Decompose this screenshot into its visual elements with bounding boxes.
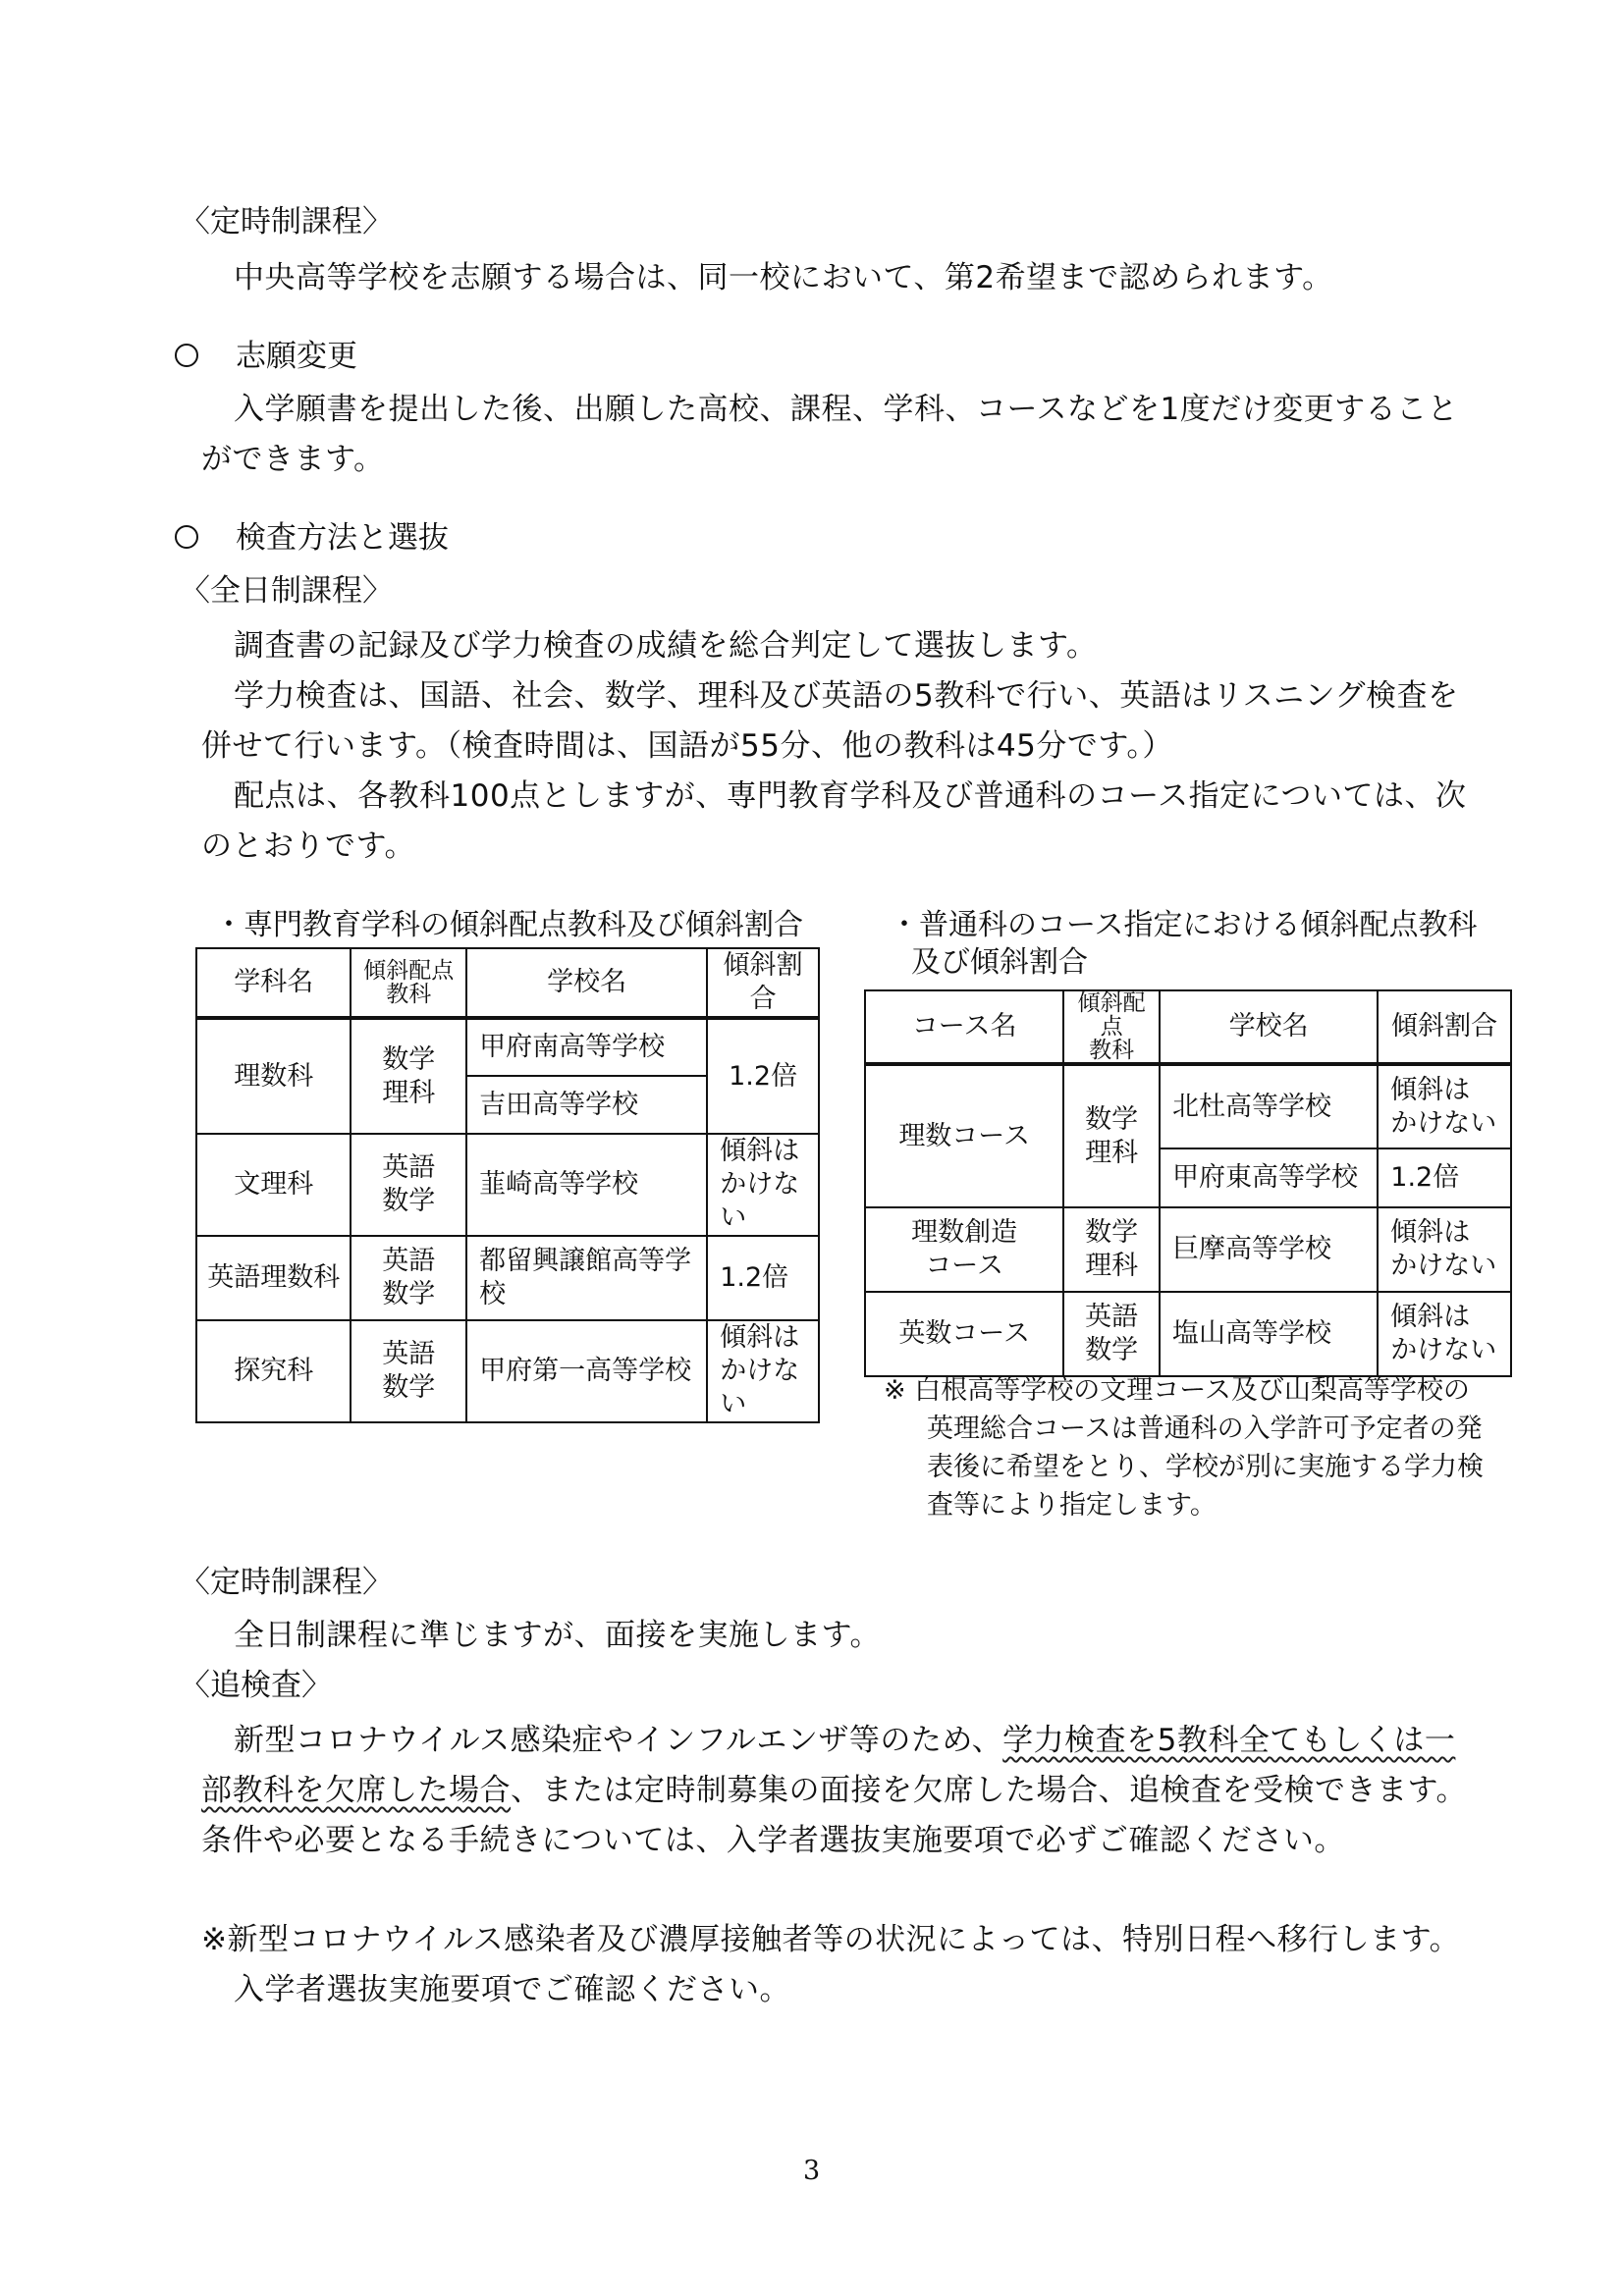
kensa-p3-line1: 配点は、各教科100点としますが、専門教育学科及び普通科のコース指定については、次 <box>234 778 1467 814</box>
table-row <box>196 1134 819 1236</box>
teiji-text-2: 全日制課程に準じますが、面接を実施します。 <box>234 1618 882 1653</box>
table-row <box>196 1236 819 1320</box>
school-cell: 甲府東高等学校 <box>1160 1148 1378 1207</box>
school-cell: 甲府南高等学校 <box>466 1018 707 1076</box>
table-row <box>865 1207 1511 1292</box>
tsuikensa-line2: 部教科を欠席した場合、または定時制募集の面接を欠席した場合、追検査を受検できます。 <box>201 1773 1468 1808</box>
header-course: コース名 <box>865 990 1063 1064</box>
header-ratio: 傾斜割合 <box>1378 990 1511 1064</box>
school-cell: 北杜高等学校 <box>1160 1064 1378 1148</box>
circle-bullet-icon <box>175 344 198 367</box>
school-cell: 都留興譲館高等学校 <box>466 1236 707 1320</box>
course-cell: 理数創造 コース <box>865 1207 1063 1292</box>
header-school: 学校名 <box>466 948 707 1018</box>
table-row <box>196 1018 819 1076</box>
teiji-heading-1: 〈定時制課程〉 <box>180 204 393 240</box>
subjects-cell: 英語 数学 <box>351 1320 466 1422</box>
header-dept: 学科名 <box>196 948 351 1018</box>
ratio-cell: 1.2倍 <box>1378 1148 1511 1207</box>
school-cell: 塩山高等学校 <box>1160 1292 1378 1376</box>
table-header-row <box>865 990 1511 1064</box>
shigan-henko-heading: 志願変更 <box>175 337 357 376</box>
course-cell: 理数コース <box>865 1064 1063 1207</box>
header-subjects: 傾斜配点 教科 <box>1063 990 1160 1064</box>
school-cell: 吉田高等学校 <box>466 1076 707 1134</box>
dept-cell: 英語理数科 <box>196 1236 351 1320</box>
kensa-heading: 検査方法と選抜 <box>175 518 449 558</box>
table1-caption: ・専門教育学科の傾斜配点教科及び傾斜割合 <box>214 908 803 942</box>
dept-cell: 文理科 <box>196 1134 351 1236</box>
ratio-cell: 1.2倍 <box>707 1236 819 1320</box>
special-line1: ※新型コロナウイルス感染者及び濃厚接触者等の状況によっては、特別日程へ移行します。 <box>201 1922 1461 1957</box>
teiji-text-1: 中央高等学校を志願する場合は、同一校において、第2希望まで認められます。 <box>234 260 1333 295</box>
ratio-cell: 1.2倍 <box>707 1018 819 1134</box>
tsuikensa-line3: 条件や必要となる手続きについては、入学者選抜実施要項で必ずご確認ください。 <box>201 1823 1345 1858</box>
dept-cell: 理数科 <box>196 1018 351 1134</box>
school-cell: 韮崎高等学校 <box>466 1134 707 1236</box>
circle-bullet-icon <box>175 525 198 549</box>
header-ratio: 傾斜割合 <box>707 948 819 1018</box>
school-cell: 甲府第一高等学校 <box>466 1320 707 1422</box>
tsuikensa-heading: 〈追検査〉 <box>180 1668 332 1703</box>
page-number: 3 <box>803 2156 821 2186</box>
subjects-cell: 英語 数学 <box>351 1134 466 1236</box>
table2-note-line2: 英理総合コースは普通科の入学許可予定者の発 <box>927 1414 1483 1444</box>
ratio-cell: 傾斜は かけない <box>1378 1064 1511 1148</box>
tsuikensa-line1: 新型コロナウイルス感染症やインフルエンザ等のため、学力検査を5教科全てもしくは一 <box>234 1723 1456 1758</box>
dept-cell: 探究科 <box>196 1320 351 1422</box>
shigan-henko-line1: 入学願書を提出した後、出願した高校、課程、学科、コースなどを1度だけ変更すること <box>234 392 1459 427</box>
header-subjects: 傾斜配点 教科 <box>351 948 466 1018</box>
kensa-p1: 調査書の記録及び学力検査の成績を総合判定して選抜します。 <box>234 628 1098 664</box>
shigan-henko-line2: ができます。 <box>201 442 385 477</box>
header-school: 学校名 <box>1160 990 1378 1064</box>
table-row <box>865 1064 1511 1148</box>
ratio-cell: 傾斜は かけない <box>1378 1207 1511 1292</box>
wavy-underlined-text: 部教科を欠席した場合 <box>201 1773 511 1808</box>
kensa-p2-line2: 併せて行います。（検査時間は、国語が55分、他の教科は45分です。） <box>201 728 1173 764</box>
ratio-cell: 傾斜は かけない <box>1378 1292 1511 1376</box>
table-specialized-departments <box>195 947 820 1423</box>
table2-note-line4: 査等により指定します。 <box>927 1490 1217 1521</box>
subjects-cell: 英語 数学 <box>1063 1292 1160 1376</box>
course-cell: 英数コース <box>865 1292 1063 1376</box>
table-row <box>196 1320 819 1422</box>
table2-caption-line2: 及び傾斜割合 <box>911 945 1088 980</box>
table2-note-line3: 表後に希望をとり、学校が別に実施する学力検 <box>927 1452 1484 1482</box>
table2-note-line1: ※ 白根高等学校の文理コース及び山梨高等学校の <box>884 1375 1470 1406</box>
table-course-designation <box>864 989 1512 1377</box>
teiji-heading-2: 〈定時制課程〉 <box>180 1565 393 1600</box>
subjects-cell: 英語 数学 <box>351 1236 466 1320</box>
table2-caption-line1: ・普通科のコース指定における傾斜配点教科 <box>890 908 1478 942</box>
zennichi-heading: 〈全日制課程〉 <box>180 573 393 609</box>
subjects-cell: 数学 理科 <box>1063 1207 1160 1292</box>
table-row <box>865 1292 1511 1376</box>
ratio-cell: 傾斜は かけない <box>707 1320 819 1422</box>
table-header-row <box>196 948 819 1018</box>
special-line2: 入学者選抜実施要項でご確認ください。 <box>234 1972 790 2007</box>
school-cell: 巨摩高等学校 <box>1160 1207 1378 1292</box>
ratio-cell: 傾斜は かけない <box>707 1134 819 1236</box>
kensa-p2-line1: 学力検査は、国語、社会、数学、理科及び英語の5教科で行い、英語はリスニング検査を <box>234 678 1459 714</box>
kensa-p3-line2: のとおりです。 <box>201 828 416 864</box>
wavy-underlined-text: 学力検査を5教科全てもしくは一 <box>1002 1723 1456 1758</box>
subjects-cell: 数学 理科 <box>351 1018 466 1134</box>
subjects-cell: 数学 理科 <box>1063 1064 1160 1207</box>
